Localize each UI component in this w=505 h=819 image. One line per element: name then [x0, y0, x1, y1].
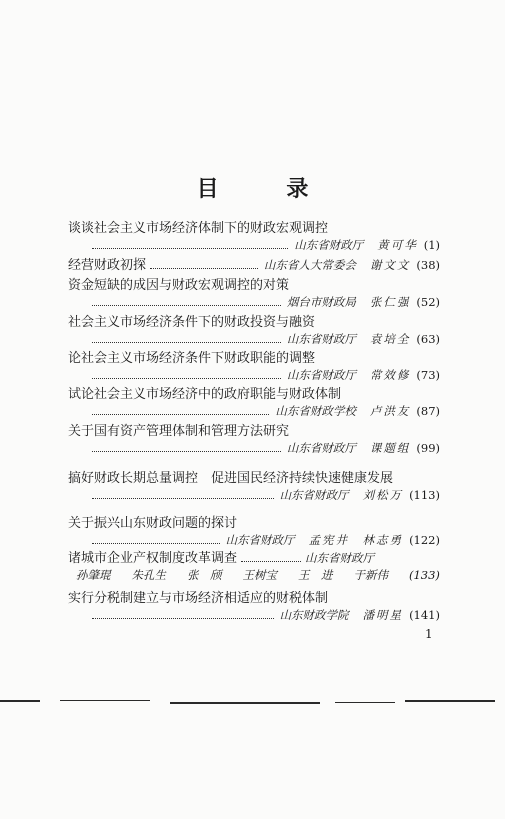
- toc-entry[interactable]: [68, 423, 440, 457]
- entry-authors: [68, 567, 440, 584]
- scan-line: [60, 700, 150, 701]
- entry-meta: [68, 294, 440, 311]
- entry-title: 关于国有资产管理体制和管理方法研究: [68, 424, 290, 439]
- entry-org: 山东省财政厅: [225, 533, 295, 547]
- entry-page: (38): [416, 258, 440, 272]
- leader-dots: [92, 377, 281, 379]
- entry-meta: [68, 237, 440, 254]
- leader-dots: [92, 450, 281, 452]
- entry-author: 黄可华: [377, 238, 418, 252]
- entry-org: 山东省财政学校: [275, 404, 356, 418]
- entry-org: 山东省财政厅: [286, 441, 356, 455]
- page-title: 目 录: [196, 177, 339, 202]
- toc-entry[interactable]: [68, 550, 440, 584]
- entry-page: (52): [416, 295, 440, 309]
- entry-author: 卢洪友: [369, 404, 411, 418]
- entry-meta: [68, 403, 440, 420]
- entry-meta: [68, 367, 440, 384]
- entry-org: 山东省财政厅: [286, 332, 356, 346]
- author-name: 王树宝: [242, 568, 277, 582]
- toc-entry[interactable]: [68, 277, 440, 311]
- entry-page: (122): [409, 533, 440, 547]
- entry-meta: [68, 440, 440, 457]
- leader-dots: [92, 542, 220, 544]
- leader-dots: [241, 560, 301, 562]
- entry-author: 课题组: [369, 441, 411, 455]
- entry-title: 谈谈社会主义市场经济体制下的财政宏观调控: [68, 221, 329, 236]
- toc-entry[interactable]: [68, 350, 440, 384]
- entry-title: 试论社会主义市场经济中的政府职能与财政体制: [68, 387, 342, 402]
- leader-dots: [150, 267, 258, 269]
- entry-title: 搞好财政长期总量调控 促进国民经济持续快速健康发展: [68, 471, 394, 486]
- entry-page: (99): [416, 441, 440, 455]
- entry-title: 社会主义市场经济条件下的财政投资与融资: [68, 315, 316, 330]
- entry-author: 孟宪井 林志勇: [308, 533, 404, 547]
- leader-dots: [92, 304, 281, 306]
- entry-page: (133): [409, 568, 440, 582]
- entry-meta: [68, 607, 440, 624]
- entry-org: 山东省财政厅: [305, 551, 375, 565]
- author-name: 王 进: [298, 568, 333, 582]
- author-name: 朱孔生: [131, 568, 166, 582]
- entry-row: [68, 257, 440, 274]
- scan-line: [0, 700, 40, 702]
- toc-entry[interactable]: [68, 314, 440, 348]
- scan-line: [405, 700, 495, 702]
- entry-title: 经营财政初探: [68, 258, 147, 273]
- entry-page: (73): [416, 368, 440, 382]
- scan-line: [170, 702, 320, 704]
- toc-entry[interactable]: [68, 220, 440, 254]
- toc-entry[interactable]: [68, 515, 440, 549]
- entry-title: 关于振兴山东财政问题的探讨: [68, 516, 238, 531]
- entry-org: 山东省财政厅: [286, 368, 356, 382]
- leader-dots: [92, 247, 288, 249]
- leader-dots: [92, 617, 274, 619]
- entry-author: 潘明星: [362, 608, 404, 622]
- entry-author: 张仁强: [369, 295, 411, 309]
- entry-author: 袁培全: [369, 332, 411, 346]
- author-name: 孙肇琨: [76, 568, 111, 582]
- entry-page: (87): [416, 404, 440, 418]
- entry-page: (63): [416, 332, 440, 346]
- entry-org: 烟台市财政局: [286, 295, 356, 309]
- entry-author: 刘松万: [362, 488, 404, 502]
- entry-row: [68, 550, 440, 567]
- entry-title: 论社会主义市场经济条件下财政职能的调整: [68, 351, 316, 366]
- entry-author: 谢文文: [369, 258, 411, 272]
- leader-dots: [92, 497, 274, 499]
- entry-org: 山东省财政厅: [279, 488, 349, 502]
- scan-line: [335, 702, 395, 703]
- leader-dots: [92, 413, 269, 415]
- entry-page: (141): [409, 608, 440, 622]
- entry-meta: [68, 532, 440, 549]
- toc-entry[interactable]: [68, 257, 440, 274]
- page-number: 1: [425, 627, 433, 641]
- entry-page: (113): [409, 488, 440, 502]
- leader-dots: [92, 341, 281, 343]
- entry-org: 山东财政学院: [279, 608, 349, 622]
- author-name: 张 颀: [187, 568, 222, 582]
- author-name: 于新伟: [353, 568, 388, 582]
- entry-title: 资金短缺的成因与财政宏观调控的对策: [68, 278, 290, 293]
- entry-org: 山东省人大常委会: [263, 258, 356, 272]
- entry-author: 常效修: [369, 368, 411, 382]
- entry-title: 诸城市企业产权制度改革调查: [68, 551, 238, 566]
- toc-entry[interactable]: [68, 590, 440, 624]
- toc-entry[interactable]: [68, 470, 440, 504]
- entry-title: 实行分税制建立与市场经济相适应的财税体制: [68, 591, 329, 606]
- entry-page: (1): [423, 238, 440, 252]
- toc-entry[interactable]: [68, 386, 440, 420]
- entry-org: 山东省财政厅: [294, 238, 364, 252]
- entry-meta: [68, 487, 440, 504]
- entry-meta: [68, 331, 440, 348]
